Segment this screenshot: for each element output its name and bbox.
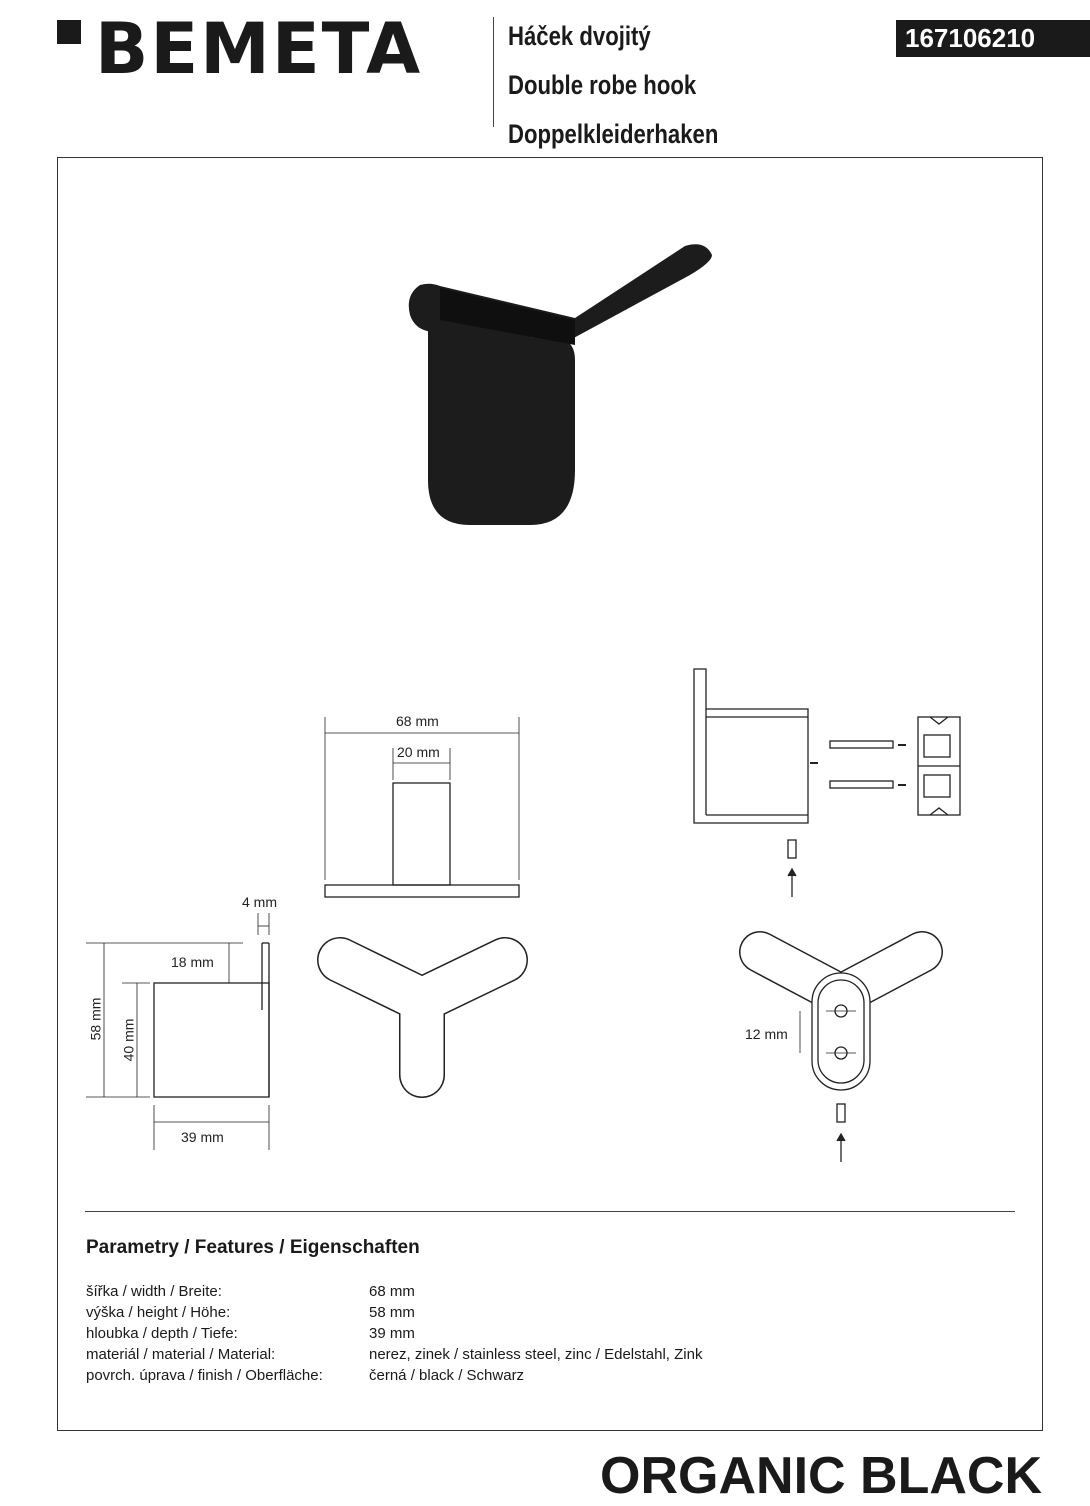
- brand-logo: BEMETA: [57, 14, 422, 84]
- title-de: Doppelkleiderhaken: [508, 119, 719, 149]
- feature-label: povrch. úprava / finish / Oberfläche:: [86, 1367, 323, 1384]
- dim-width: 68 mm: [396, 713, 439, 729]
- title-en: Double robe hook: [508, 70, 697, 100]
- title-cz: Háček dvojitý: [508, 21, 651, 51]
- feature-value: 58 mm: [369, 1304, 415, 1321]
- feature-value: nerez, zinek / stainless steel, zinc / Edelstahl, Zink: [369, 1346, 703, 1363]
- product-code: 167106210: [896, 20, 1090, 57]
- feature-label: materiál / material / Material:: [86, 1346, 276, 1363]
- feature-label: výška / height / Höhe:: [86, 1304, 231, 1321]
- features-table: [86, 1281, 702, 1386]
- feature-row: [86, 1302, 702, 1323]
- features-heading: Parametry / Features / Eigenschaften: [86, 1237, 420, 1258]
- feature-row: [86, 1344, 702, 1365]
- feature-value: 39 mm: [369, 1325, 415, 1342]
- feature-row: [86, 1281, 702, 1302]
- dim-post: 20 mm: [397, 744, 440, 760]
- dim-top: 18 mm: [171, 954, 214, 970]
- feature-row: [86, 1323, 702, 1344]
- feature-row: [86, 1365, 702, 1386]
- series-name: ORGANIC BLACK: [600, 1447, 1042, 1505]
- feature-value: 68 mm: [369, 1283, 415, 1300]
- product-image: [409, 244, 712, 525]
- feature-label: šířka / width / Breite:: [86, 1283, 222, 1300]
- dim-depth: 39 mm: [181, 1129, 224, 1145]
- feature-value: černá / black / Schwarz: [369, 1367, 525, 1384]
- dim-plate: 4 mm: [242, 894, 277, 910]
- dim-height: 58 mm: [87, 997, 104, 1041]
- feature-label: hloubka / depth / Tiefe:: [86, 1325, 238, 1342]
- section-divider: [85, 1211, 1015, 1212]
- dim-body: 40 mm: [120, 1018, 137, 1062]
- dim-hole-spacing: 12 mm: [745, 1026, 788, 1042]
